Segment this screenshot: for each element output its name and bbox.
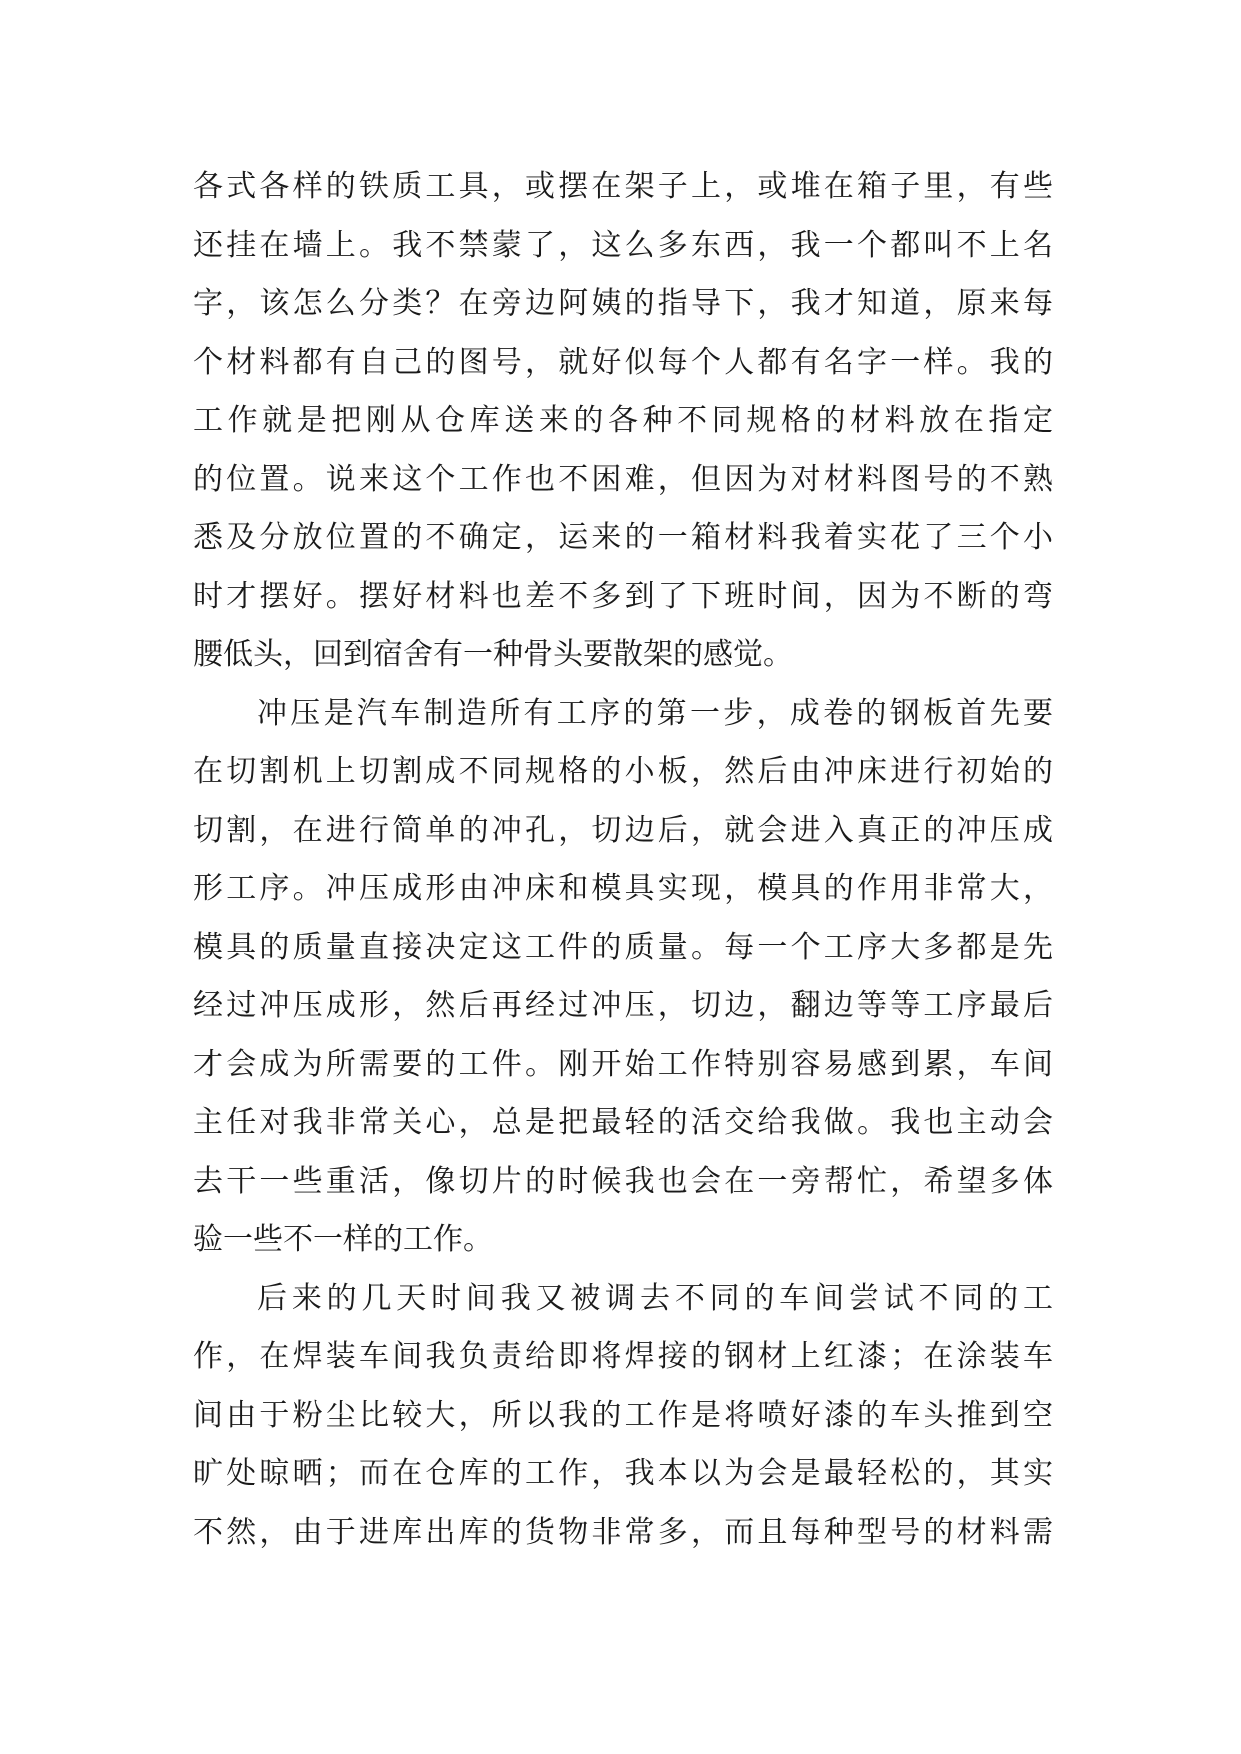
- text-line: 字，该怎么分类？在旁边阿姨的指导下，我才知道，原来每: [193, 286, 1053, 321]
- text-line: 的位置。说来这个工作也不困难，但因为对材料图号的不熟: [193, 461, 1053, 497]
- text-line: 冲压是汽车制造所有工序的第一步，成卷的钢板首先要: [257, 695, 1053, 731]
- text-line: 才会成为所需要的工件。刚开始工作特别容易感到累，车间: [193, 1046, 1053, 1082]
- text-line: 各式各样的铁质工具，或摆在架子上，或堆在箱子里，有些: [193, 169, 1053, 204]
- text-line: 验一些不一样的工作。: [193, 1222, 493, 1257]
- text-line: 悉及分放位置的不确定，运来的一箱材料我着实花了三个小: [193, 520, 1053, 555]
- text-line: 在切割机上切割成不同规格的小板，然后由冲床进行初始的: [193, 754, 1053, 789]
- text-line: 工作就是把刚从仓库送来的各种不同规格的材料放在指定: [193, 403, 1053, 438]
- text-line: 还挂在墙上。我不禁蒙了，这么多东西，我一个都叫不上名: [193, 227, 1053, 263]
- text-line: 个材料都有自己的图号，就好似每个人都有名字一样。我的: [193, 344, 1053, 380]
- text-line: 作，在焊装车间我负责给即将焊接的钢材上红漆；在涂装车: [193, 1339, 1053, 1374]
- text-line: 模具的质量直接决定这工件的质量。每一个工序大多都是先: [193, 929, 1053, 965]
- text-line: 时才摆好。摆好材料也差不多到了下班时间，因为不断的弯: [193, 578, 1053, 614]
- text-line: 主任对我非常关心，总是把最轻的活交给我做。我也主动会: [193, 1105, 1053, 1140]
- text-line: 形工序。冲压成形由冲床和模具实现，模具的作用非常大，: [193, 871, 1053, 906]
- document-body: [193, 158, 1053, 1562]
- text-line: 后来的几天时间我又被调去不同的车间尝试不同的工: [257, 1280, 1053, 1316]
- text-line: 去干一些重活，像切片的时候我也会在一旁帮忙，希望多体: [193, 1163, 1053, 1199]
- text-line: 不然，由于进库出库的货物非常多，而且每种型号的材料需: [193, 1514, 1053, 1550]
- text-line: 旷处晾晒；而在仓库的工作，我本以为会是最轻松的，其实: [193, 1456, 1053, 1491]
- text-line: 经过冲压成形，然后再经过冲压，切边，翻边等等工序最后: [193, 988, 1053, 1023]
- text-line: 间由于粉尘比较大，所以我的工作是将喷好漆的车头推到空: [193, 1397, 1053, 1433]
- text-line: 腰低头，回到宿舍有一种骨头要散架的感觉。: [193, 637, 793, 672]
- text-line: 切割，在进行简单的冲孔，切边后，就会进入真正的冲压成: [193, 812, 1053, 848]
